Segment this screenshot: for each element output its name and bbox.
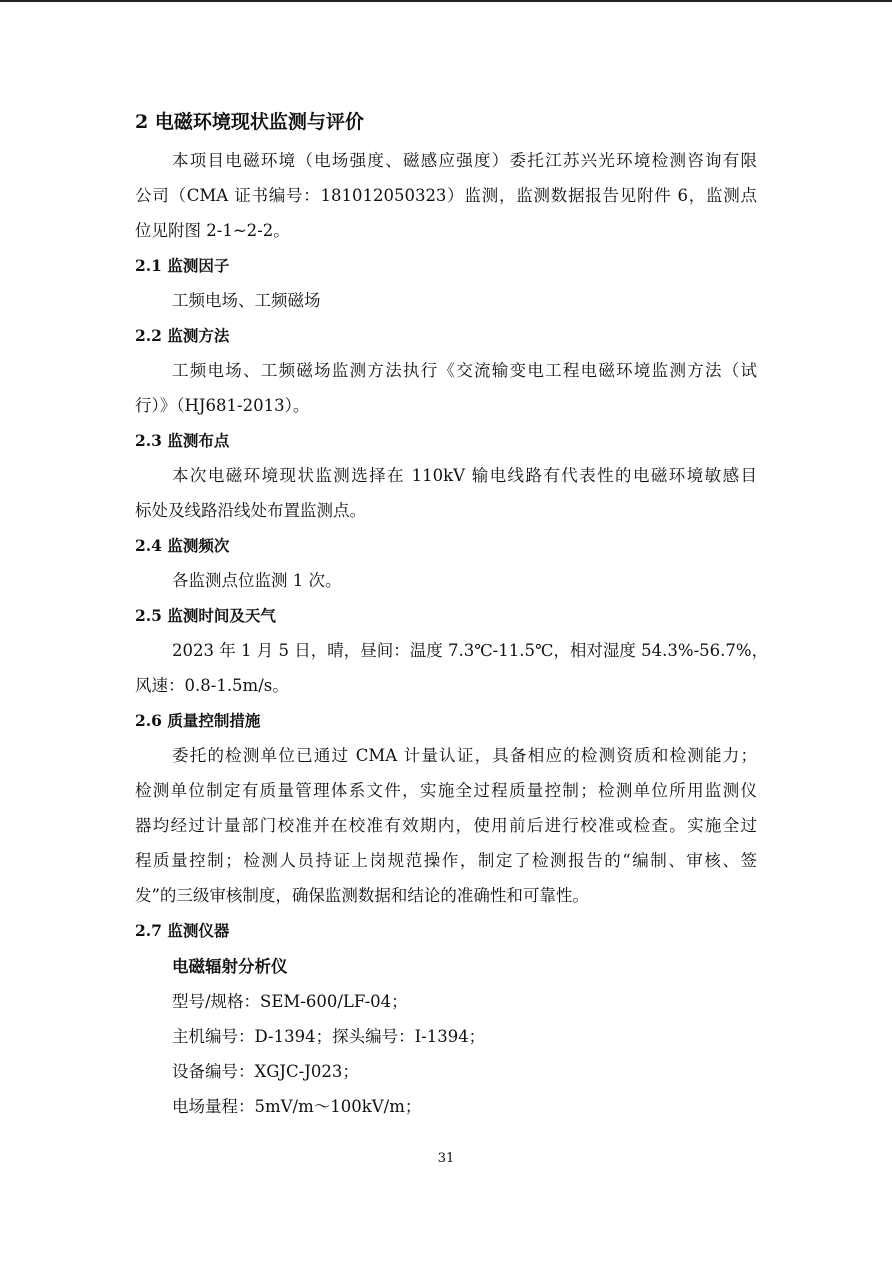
heading-2-2: 2.2 监测方法 xyxy=(135,326,230,345)
s22-line-2: 行）》（HJ681-2013）。 xyxy=(135,396,310,415)
s26-line-1: 委托的检测单位已通过 CMA 计量认证，具备相应的检测资质和检测能力； xyxy=(172,746,757,765)
s23-line-2: 标处及线路沿线处布置监测点。 xyxy=(135,501,366,520)
s26-line-3: 器均经过计量部门校准并在校准有效期内，使用前后进行校准或检查。实施全过 xyxy=(135,816,757,835)
heading-2-4: 2.4 监测频次 xyxy=(135,536,230,555)
heading-2-7: 2.7 监测仪器 xyxy=(135,921,230,940)
intro-line-2: 公司（CMA 证书编号：181012050323）监测，监测数据报告见附件 6，监测点 xyxy=(135,186,757,205)
s21-text: 工频电场、工频磁场 xyxy=(172,291,321,310)
spec-field-range: 电场量程：5mV/m～100kV/m； xyxy=(172,1097,422,1116)
intro-line-1: 本项目电磁环境（电场强度、磁感应强度）委托江苏兴光环境检测咨询有限 xyxy=(172,151,757,170)
s24-text: 各监测点位监测 1 次。 xyxy=(172,571,342,590)
page-number: 31 xyxy=(437,1151,455,1166)
spec-host-probe: 主机编号：D-1394；探头编号：I-1394； xyxy=(172,1027,486,1046)
s26-line-2: 检测单位制定有质量管理体系文件，实施全过程质量控制；检测单位所用监测仪 xyxy=(135,781,757,800)
spec-model: 型号/规格：SEM-600/LF-04； xyxy=(172,992,408,1011)
intro-line-3: 位见附图 2-1~2-2。 xyxy=(135,221,290,240)
section-title: 2 电磁环境现状监测与评价 xyxy=(135,111,364,133)
heading-2-5: 2.5 监测时间及天气 xyxy=(135,606,276,625)
s25-line-1: 2023 年 1 月 5 日，晴，昼间：温度 7.3℃-11.5℃，相对湿度 54.3%-56.7%， xyxy=(172,641,769,660)
heading-2-1: 2.1 监测因子 xyxy=(135,256,230,275)
s25-line-2: 风速：0.8-1.5m/s。 xyxy=(135,676,289,695)
heading-2-6: 2.6 质量控制措施 xyxy=(135,711,261,730)
instrument-name: 电磁辐射分析仪 xyxy=(172,957,288,976)
s22-line-1: 工频电场、工频磁场监测方法执行《交流输变电工程电磁环境监测方法（试 xyxy=(172,361,757,380)
heading-2-3: 2.3 监测布点 xyxy=(135,431,230,450)
s26-line-4: 程质量控制；检测人员持证上岗规范操作，制定了检测报告的“编制、审核、签 xyxy=(135,851,757,870)
s23-line-1: 本次电磁环境现状监测选择在 110kV 输电线路有代表性的电磁环境敏感目 xyxy=(172,466,757,485)
s26-line-5: 发”的三级审核制度，确保监测数据和结论的准确性和可靠性。 xyxy=(135,886,589,905)
spec-device-id: 设备编号：XGJC-J023； xyxy=(172,1062,359,1081)
